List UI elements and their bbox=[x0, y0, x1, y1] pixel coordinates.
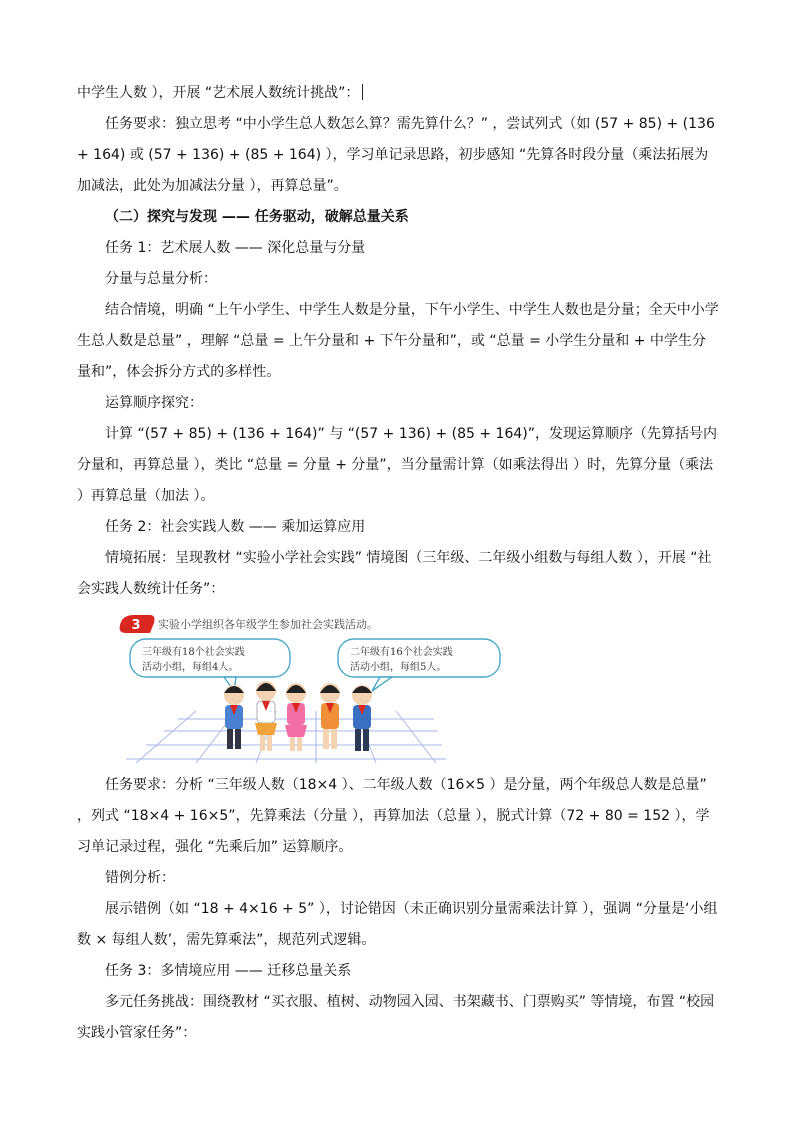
multi-task-paragraph: 多元任务挑战：围绕教材 “买衣服、植树、动物园入园、书架藏书、门票购买” 等情境，布置 “校园实践小管家任务”： bbox=[77, 994, 715, 1041]
task-requirement-paragraph: 任务要求：独立思考 “中小学生总人数怎么算？需先算什么？” ，尝试列式（如 (57 + 85) + (136 + 164) 或 (57 + 136) + (85 + 164) ），学习单记录思路，初步感知 “先算各时段分量（乘法拓展为加减法，此处为加减法分量 ），再算总量”。 bbox=[77, 116, 715, 194]
example-badge bbox=[120, 615, 155, 633]
task-2-heading: 任务 2：社会实践人数 —— 乘加运算应用 bbox=[105, 519, 366, 535]
subheading-analysis: 分量与总量分析： bbox=[105, 271, 217, 287]
svg-text:三年级有18个社会实践: 三年级有18个社会实践 bbox=[142, 647, 245, 658]
textbook-illustration bbox=[116, 611, 518, 763]
student-figure bbox=[255, 681, 277, 751]
order-paragraph: 计算 “(57 + 85) + (136 + 164)” 与 “(57 + 136) + (85 + 164)”，发现运算顺序（先算括号内分量和，再算总量 ），类比 “总量 = 分量 + 分量”，当分量需计算（如乘法得出 ）时，先算分量（乘法 ）再算总量（加法 ）。 bbox=[77, 426, 717, 504]
subheading-order: 运算顺序探究： bbox=[105, 395, 203, 411]
student-figure bbox=[320, 683, 340, 749]
student-figure bbox=[285, 683, 307, 751]
intro-line: 中学生人数 ），开展 “艺术展人数统计挑战”： bbox=[77, 78, 719, 109]
svg-text:活动小组，每组4人。: 活动小组，每组4人。 bbox=[142, 662, 239, 673]
task-1-heading: 任务 1：艺术展人数 —— 深化总量与分量 bbox=[105, 240, 366, 256]
svg-text:活动小组，每组5人。: 活动小组，每组5人。 bbox=[350, 662, 447, 673]
illustration-caption: 实验小学组织各年级学生参加社会实践活动。 bbox=[158, 618, 378, 631]
svg-text:3: 3 bbox=[131, 618, 141, 633]
context-paragraph: 情境拓展：呈现教材 “实验小学社会实践” 情境图（三年级、二年级小组数与每组人数 ），开展 “社会实践人数统计任务”： bbox=[77, 550, 712, 597]
svg-text:二年级有16个社会实践: 二年级有16个社会实践 bbox=[350, 647, 453, 658]
student-figure bbox=[224, 685, 244, 749]
student-figure bbox=[352, 685, 372, 751]
section-heading: （二）探究与发现 —— 任务驱动，破解总量关系 bbox=[105, 209, 409, 225]
error-analysis-paragraph: 展示错例（如 “18 + 4×16 + 5” ），讨论错因（未正确识别分量需乘法计算 ），强调 “分量是‘小组数 × 每组人数’，需先算乘法”，规范列式逻辑。 bbox=[77, 901, 718, 948]
task-3-heading: 任务 3：多情境应用 —— 迁移总量关系 bbox=[105, 963, 352, 979]
text-cursor bbox=[362, 84, 363, 100]
subheading-error-analysis: 错例分析： bbox=[105, 870, 175, 886]
analysis-paragraph: 结合情境，明确 “上午小学生、中学生人数是分量，下午小学生、中学生人数也是分量；全天中小学生总人数是总量” ，理解 “总量 = 上午分量和 + 下午分量和”，或 “总量 = 小学生分量和 + 中学生分量和”，体会拆分方式的多样性。 bbox=[77, 302, 719, 380]
floor-grid bbox=[126, 711, 446, 763]
speech-bubble-right bbox=[338, 639, 500, 691]
task-2-requirement-paragraph: 任务要求：分析 “三年级人数（18×4 ）、二年级人数（16×5 ）是分量，两个年级总人数是总量” ，列式 “18×4 + 16×5”，先算乘法（分量 ），再算加法（总量 ），脱式计算（72 + 80 = 152 ），学习单记录过程，强化 “先乘后加” 运算顺序。 bbox=[77, 777, 710, 855]
